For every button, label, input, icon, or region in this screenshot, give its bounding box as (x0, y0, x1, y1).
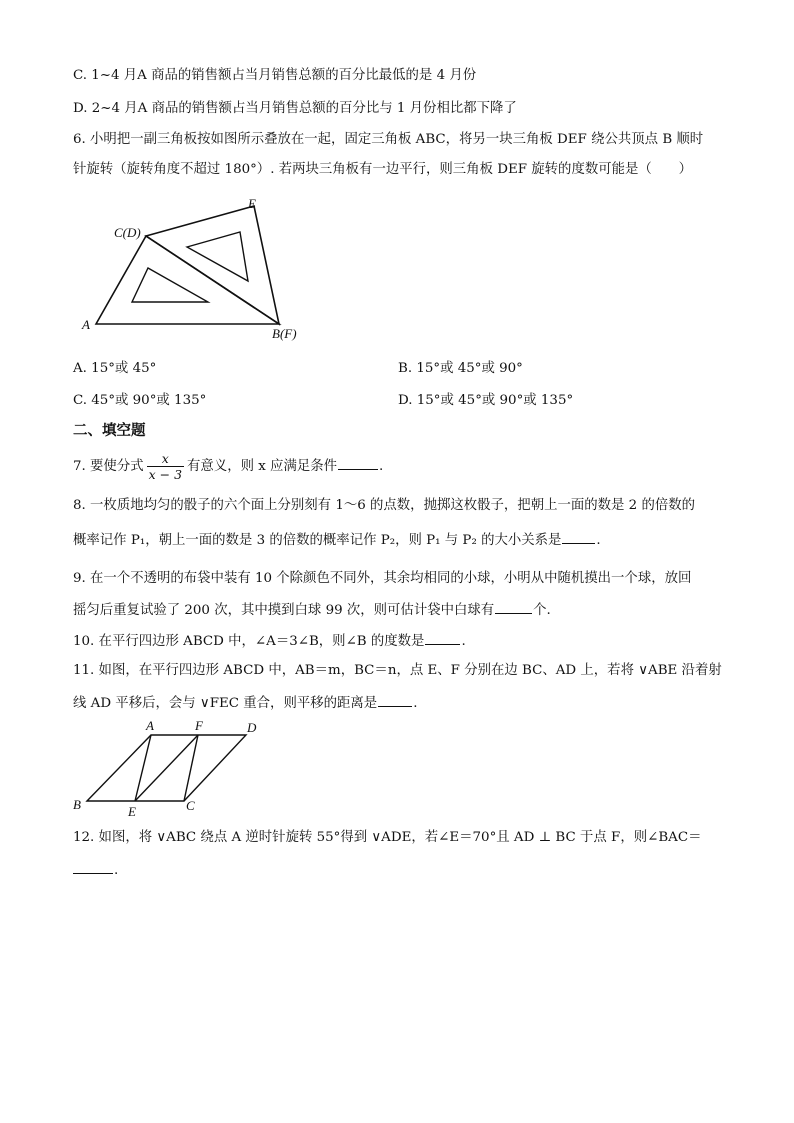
q8-end: . (596, 533, 601, 548)
q7-numerator: x (147, 451, 184, 467)
option-d-previous: D. 2~4 月A 商品的销售额占当月销售总额的百分比与 1 月份相比都下降了 (73, 101, 517, 116)
q7-end: . (379, 459, 384, 474)
q8-blank[interactable] (562, 530, 595, 544)
label-bf: B(F) (272, 326, 297, 341)
q7-denominator: x − 3 (148, 467, 183, 482)
q10-text (73, 631, 466, 651)
q7-text (73, 451, 383, 482)
label-a: A (82, 317, 90, 332)
triangle-abc-inner (132, 268, 208, 302)
label-c: C (186, 798, 195, 813)
q6-text-line2: 针旋转（旋转角度不超过 180°）. 若两块三角板有一边平行，则三角板 DEF 旋转的度数可能是（ ） (73, 162, 692, 177)
label-e: E (248, 196, 256, 211)
triangle-abc (96, 236, 279, 324)
q12-end: . (114, 863, 119, 878)
q8-line2-text: 概率记作 P₁，朝上一面的数是 3 的倍数的概率记作 P₂，则 P₁ 与 P₂ 的大小关系是 (73, 533, 562, 548)
q11-parallelogram-figure (70, 716, 270, 822)
q12-blank[interactable] (73, 860, 113, 874)
q10-end: . (461, 634, 466, 649)
q6-option-d: D. 15°或 45°或 90°或 135° (398, 393, 574, 408)
q11-end: . (413, 696, 418, 711)
q6-option-c: C. 45°或 90°或 135° (73, 393, 207, 408)
q9-end: 个. (533, 603, 551, 618)
q11-blank[interactable] (378, 693, 412, 707)
option-c-previous: C. 1~4 月A 商品的销售额占当月销售总额的百分比最低的是 4 月份 (73, 68, 477, 83)
q9-text-line2 (73, 600, 551, 620)
triangle-def (146, 206, 279, 324)
q6-triangle-figure (78, 192, 308, 342)
q6-option-b: B. 15°或 45°或 90° (398, 361, 523, 376)
segment-ef (135, 735, 198, 801)
q11-text-line1: 11. 如图，在平行四边形 ABCD 中，AB＝m，BC＝n，点 E、F 分别在边 BC、AD 上，若将 ∨ABE 沿着射 (73, 663, 722, 678)
q12-text-line2 (73, 860, 118, 880)
q8-text-line2 (73, 530, 601, 550)
q6-text-line1: 6. 小明把一副三角板按如图所示叠放在一起，固定三角板 ABC，将另一块三角板 DEF 绕公共顶点 B 顺时 (73, 132, 704, 147)
q12-text-line1: 12. 如图，将 ∨ABC 绕点 A 逆时针旋转 55°得到 ∨ADE，若∠E＝70°且 AD ⊥ BC 于点 F，则∠BAC＝ (73, 830, 702, 845)
label-b: B (73, 797, 81, 812)
label-e: E (128, 804, 136, 819)
label-a: A (146, 718, 154, 733)
triangle-def-inner (187, 232, 248, 281)
q9-line2-text: 摇匀后重复试验了 200 次，其中摸到白球 99 次，则可估计袋中白球有 (73, 603, 495, 618)
q10-blank[interactable] (425, 631, 460, 645)
segment-ae (135, 735, 151, 801)
q11-line2-text: 线 AD 平移后，会与 ∨FEC 重合，则平移的距离是 (73, 696, 378, 711)
q10-line-text: 10. 在平行四边形 ABCD 中，∠A＝3∠B，则∠B 的度数是 (73, 634, 425, 649)
section-heading: 二、填空题 (73, 423, 146, 439)
label-f: F (195, 718, 203, 733)
q7-suffix: 有意义，则 x 应满足条件 (187, 459, 338, 474)
q7-prefix: 7. 要使分式 (73, 459, 144, 474)
q6-option-a: A. 15°或 45° (73, 361, 157, 376)
q11-text-line2 (73, 693, 417, 713)
q7-fraction (147, 451, 184, 482)
q7-blank[interactable] (338, 456, 378, 470)
label-cd: C(D) (114, 225, 141, 240)
q9-blank[interactable] (495, 600, 532, 614)
q8-text-line1: 8. 一枚质地均匀的骰子的六个面上分别刻有 1～6 的点数，抛掷这枚骰子，把朝上一面的数是 2 的倍数的 (73, 498, 696, 513)
segment-fc (184, 735, 198, 801)
q9-text-line1: 9. 在一个不透明的布袋中装有 10 个除颜色不同外，其余均相同的小球，小明从中随机摸出一个球，放回 (73, 571, 692, 586)
label-d: D (247, 720, 257, 735)
